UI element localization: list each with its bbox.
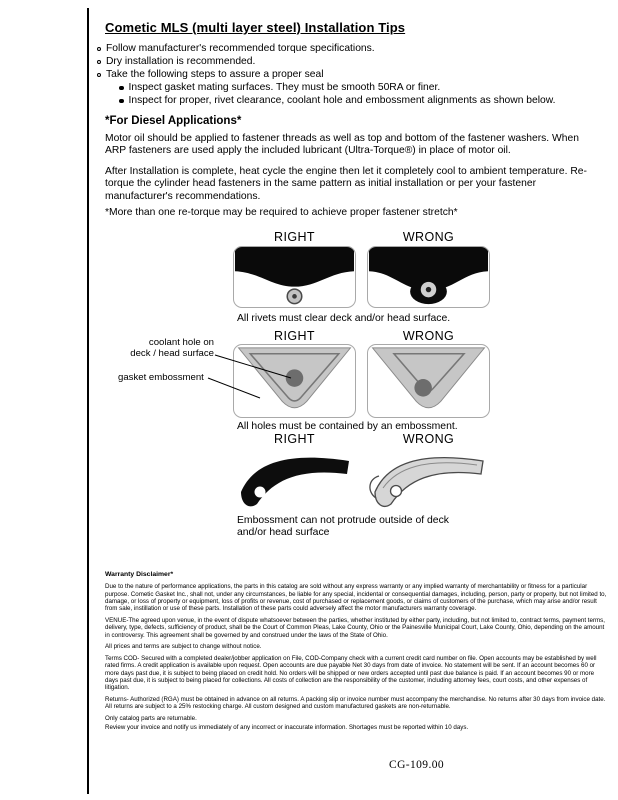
list-item (119, 95, 612, 108)
embossment-wrong-diagram (367, 446, 490, 512)
diesel-heading: *For Diesel Applications* (105, 115, 242, 127)
tip-text: Dry installation is recommended. (106, 55, 256, 67)
legal-paragraph: Due to the nature of performance applications, the parts in this catalog are sold without any express warranty or any implied warranty of merchantability or fitness for a particular purpose. Cometic Gasket Inc., shall not, under any circumstances, be liable for any special, incidental or consequential damages, including, person, party or property, but not limited to, damage, or loss of property or equipment, loss of profits or revenue, cost of purchased or replacement goods, or claims of customers of the purchase, which may arise and/or result from sale, instillation or use of these parts. Installation of these parts could adversely affect the motor manufacturers warranty coverage. (105, 583, 607, 613)
bullet-circle-icon (97, 60, 101, 64)
gasket-embossment-annotation: gasket embossment (118, 372, 204, 383)
rivet-right-diagram (233, 246, 356, 308)
embossment-protruding-illustration (367, 446, 490, 512)
embossment-right-diagram (233, 446, 356, 512)
rivet-clear-illustration (234, 247, 355, 307)
holes-caption: All holes must be contained by an embossment. (237, 421, 458, 432)
annotation-line: deck / head surface (130, 348, 214, 359)
rivets-caption: All rivets must clear deck and/or head surface. (237, 313, 451, 324)
holes-wrong-diagram (367, 344, 490, 418)
bullet-dot-icon (119, 99, 124, 104)
annotation-leader-lines (100, 330, 320, 420)
holes-right-label: RIGHT (274, 329, 315, 343)
left-margin-rule (87, 8, 89, 794)
tip-text: Follow manufacturer's recommended torque specifications. (106, 43, 375, 54)
rivet-blocked-illustration (368, 247, 489, 307)
rivets-right-label: RIGHT (274, 230, 315, 244)
bullet-circle-icon (97, 47, 101, 51)
rivet-wrong-diagram (367, 246, 490, 308)
warranty-disclaimer-heading: Warranty Disclaimer* (105, 571, 174, 578)
list-item (119, 82, 612, 95)
list-item (97, 43, 612, 56)
annotation-line: coolant hole on (148, 337, 214, 348)
embossment-right-label: RIGHT (274, 432, 315, 446)
legal-paragraph: Returns- Authorized (RGA) must be obtained in advance on all returns. A packing slip or invoice number must accompany the merchandise. No returns after 30 days from invoice date. All returns are subject to a 25% restocking charge. All custom designed and custom manufactured gaskets are non-returnable. (105, 696, 606, 711)
rivets-wrong-label: WRONG (402, 230, 455, 244)
embossment-wrong-label: WRONG (402, 432, 455, 446)
tip-text: Inspect gasket mating surfaces. They must be smooth 50RA or finer. (128, 81, 441, 93)
page-title: Cometic MLS (multi layer steel) Installation Tips (105, 20, 406, 35)
legal-paragraph: Terms COD- Secured with a completed dealer/jobber application on File, COD-Company check with a current credit card number on file. Open accounts may be established by well rated firms. A credit application is available upon request. Open accounts are due payable Net 30 days from date of invoice. No statement will be sent. If an account becomes 60 or more days past due, it is subject to being placed on credit hold. No orders will be shipped or new orders accepted until past due balance is paid. If an account becomes 90 or more days past due, it is subject to being placed for collections. All costs of collection are the responsibility of the customer, including attorney fees, court costs, and other expenses of litigation. (105, 655, 597, 692)
legal-paragraph: Only catalog parts are returnable. (105, 715, 197, 723)
bullet-dot-icon (119, 86, 124, 91)
legal-paragraph: Review your invoice and notify us immediately of any incorrect or inaccurate information. Shortages must be reported within 10 days. (105, 723, 469, 731)
hole-not-contained-illustration (368, 345, 489, 417)
bullet-circle-icon (97, 73, 101, 77)
page-code: CG-109.00 (389, 759, 445, 771)
legal-paragraph: All prices and terms are subject to change without notice. (105, 643, 262, 651)
legal-paragraph: VENUE-The agreed upon venue, in the event of dispute whatsoever between the parties, whether instituted by either party, including, but not limited to, contract terms, payment terms, delivery, type, defects, sufficiency of product, shall be the Court of Common Pleas, Lake County, Ohio or the Painesville Municipal Court, Lake County, Ohio, depending on the amount in controversy. This agreement shall be governed by and construed under the laws of the State of Ohio. (105, 616, 605, 639)
embossment-caption: Embossment can not protrude outside of deck and/or head surface (237, 515, 449, 539)
retorque-note: *More than one re-torque may be required to achieve proper fastener stretch* (105, 207, 458, 218)
list-item (97, 56, 612, 69)
embossment-inside-illustration (233, 446, 356, 512)
list-item (97, 69, 612, 82)
tip-text: Inspect for proper, rivet clearance, coolant hole and embossment alignments as shown below. (128, 94, 556, 106)
holes-wrong-label: WRONG (402, 329, 455, 343)
tip-text: Take the following steps to assure a proper seal (106, 68, 324, 80)
install-tips-list (97, 43, 612, 108)
diesel-paragraph-1: Motor oil should be applied to fastener threads as well as top and bottom of the fastener washers. When ARP fasteners are used apply the included lubricant (Ultra-Torque®) in place of motor oil. (105, 133, 579, 157)
legal-section (105, 571, 608, 735)
diesel-paragraph-2: After Installation is complete, heat cycle the engine then let it completely cool to ambient temperature. Re-torque the cylinder head fasteners in the same pattern as initial installation or per your fastener manufacturer's recommendations. (105, 166, 587, 202)
